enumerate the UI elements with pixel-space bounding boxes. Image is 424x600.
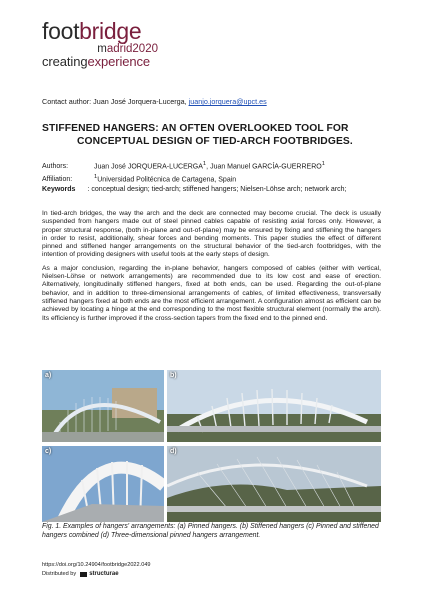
conference-logo (42, 20, 162, 69)
figure-photos (42, 370, 381, 522)
distributed-by-label: Distributed by (42, 571, 77, 577)
authors-label: Authors: (42, 163, 69, 171)
distributed-by (42, 571, 119, 577)
logo-line-footbridge: footbridge (42, 18, 142, 44)
keywords-text: : conceptual design; tied-arch; stiffened hangers; Nielsen-Löhse arch; network arch; (87, 186, 347, 193)
structurae-brand: structurae (89, 571, 119, 577)
keywords-row (42, 186, 347, 193)
contact-label: Contact author: Juan José Jorquera-Lucerga, (42, 97, 187, 106)
structurae-logo-icon (80, 572, 87, 577)
photo-label-b: b) (170, 372, 177, 379)
photo-a-pinned-hangers (42, 370, 164, 442)
photo-label-c: c) (45, 448, 52, 455)
contact-author (42, 97, 267, 106)
logo-line-creating-experience: creatingexperience (42, 54, 151, 69)
photo-c-combined-hangers (42, 446, 164, 522)
abstract (42, 210, 381, 328)
authors-row: Authors: Juan José JORQUERA-LUCERGA$^1$, Juan Manuel GARCÍA-GUERRERO$^1$ (42, 161, 325, 171)
abstract-paragraph-1: In tied-arch bridges, the way the arch and the deck are connected may become crucial. The deck is usually suspended from hangers made out of steel pinned cables capable of resisting axial forces only. However, a proper structural response, (both in-plane and out-of-plane) may be ensured by fixing and stiffening the hangers in order to resist, additionally, shear forces and bending moments. This paper studies the effect of different pinned and stiffened hanger arrangements on the structural behavior of the tied-arch footbridges, with the intention of providing designers with useful tools at the early steps of design. (42, 210, 381, 259)
doi-link[interactable]: https://doi.org/10.24904/footbridge2022.049 (42, 562, 151, 568)
author-2: Juan Manuel GARCÍA-GUERRERO (210, 163, 322, 171)
photo-label-d: d) (170, 448, 177, 455)
contact-email-link[interactable]: juanjo.jorquera@upct.es (188, 97, 267, 106)
title-line-1: STIFFENED HANGERS: AN OFTEN OVERLOOKED TOOL FOR (42, 123, 349, 134)
affiliation-row: Affiliation: $^1$Universidad Politécnica de Cartagena, Spain (42, 174, 237, 184)
keywords-label: Keywords (42, 186, 76, 193)
photo-b-stiffened-hangers (167, 370, 381, 442)
paper-title (42, 122, 382, 148)
logo-line-madrid: madrid2020 (97, 43, 158, 55)
title-line-2: CONCEPTUAL DESIGN OF TIED-ARCH FOOTBRIDGES. (77, 136, 353, 147)
photo-label-a: a) (45, 372, 52, 379)
figure-caption: Fig. 1. Examples of hangers' arrangements: (a) Pinned hangers. (b) Stiffened hangers (c) Pinned and stiffened hangers combined (d) Three-dimensional pinned hangers arrangement. (42, 523, 379, 539)
photo-d-3d-pinned-hangers (167, 446, 381, 522)
affiliation-label: Affiliation: (42, 176, 73, 184)
author-1: Juan José JORQUERA-LUCERGA (94, 163, 203, 171)
affiliation-text: Universidad Politécnica de Cartagena, Spain (97, 176, 237, 184)
abstract-paragraph-2: As a major conclusion, regarding the in-plane behavior, hangers composed of cables (either with vertical, Nielsen-Löhse or network arrangements) are recommended due to its low cost and ease of erection. Alternatively, longitudinally stiffened hangers, fixed at both ends, can be used. Regarding the out-of-plane behavior, and in addition to three-dimensional arrangements of cables, of limited effectiveness, transversally stiffened hangers fixed at both ends are the most efficient arrangement. A configuration almost as efficient can be achieved by locating a hinge at the end corresponding to the most flexible structural element (normally the arch). Its efficiency is further improved if the cross-section tapers from the fixed end to the pinned end. (42, 264, 381, 322)
